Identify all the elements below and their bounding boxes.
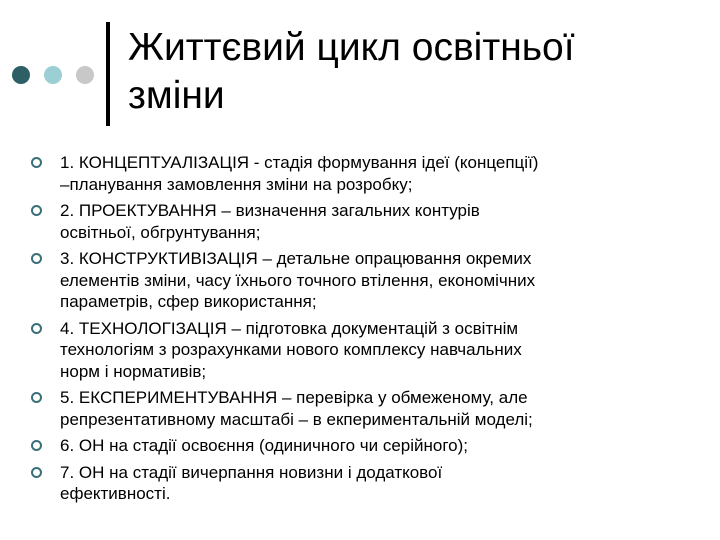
bullet-ring-icon (31, 253, 42, 264)
bullet-text-line: 4. ТЕХНОЛОГІЗАЦІЯ – підготовка документацій з освітнім (60, 318, 519, 338)
bullet-item (30, 387, 690, 430)
title-line-2: зміни (128, 74, 225, 117)
bullet-ring-icon (31, 467, 42, 478)
bullet-ring-icon (31, 205, 42, 216)
bullet-ring-icon (31, 440, 42, 451)
decorative-dots (12, 66, 96, 84)
bullet-text-line: технологіям з розрахунками нового комплексу навчальних (60, 340, 522, 359)
bullet-list (30, 152, 690, 510)
bullet-text-line: 1. КОНЦЕПТУАЛІЗАЦІЯ - стадія формування ідеї (концепції) (60, 153, 539, 172)
bullet-text-line: елементів зміни, часу їхнього точного втілення, економічних (60, 270, 536, 290)
bullet-item (30, 318, 690, 383)
bullet-ring-icon (31, 157, 42, 168)
bullet-ring-icon (31, 392, 42, 403)
bullet-ring-icon (31, 323, 42, 334)
gray-dot-icon (76, 66, 94, 84)
bullet-text-line: 6. ОН на стадії освоєння (одиничного чи серійного); (60, 436, 469, 455)
dark-dot-icon (12, 66, 30, 84)
bullet-item (30, 435, 690, 457)
slide-title (128, 24, 688, 120)
bullet-text-line: ефективності. (60, 484, 171, 503)
title-line-1: Життєвий цикл освітньої (128, 26, 575, 69)
teal-dot-icon (44, 66, 62, 84)
bullet-item (30, 200, 690, 243)
bullet-item (30, 462, 690, 505)
bullet-text-line: 5. ЕКСПЕРИМЕНТУВАННЯ – перевірка у обмеженому, але (60, 388, 528, 407)
bullet-text-line: репрезентативному масштабі – в екпериментальній моделі; (60, 409, 533, 429)
title-divider (106, 22, 110, 126)
bullet-text-line: –планування замовлення зміни на розробку; (60, 174, 413, 194)
bullet-text-line: 7. ОН на стадії вичерпання новизни і додаткової (60, 462, 443, 482)
bullet-text-line: норм і нормативів; (60, 361, 207, 381)
bullet-text-line: параметрів, сфер використання; (60, 292, 317, 311)
bullet-text-line: 2. ПРОЕКТУВАННЯ – визначення загальних контурів (60, 201, 480, 220)
bullet-item (30, 152, 690, 195)
bullet-text-line: освітньої, обгрунтування; (60, 222, 261, 242)
bullet-text-line: 3. КОНСТРУКТИВІЗАЦІЯ – детальне опрацювання окремих (60, 249, 532, 268)
bullet-item (30, 248, 690, 313)
